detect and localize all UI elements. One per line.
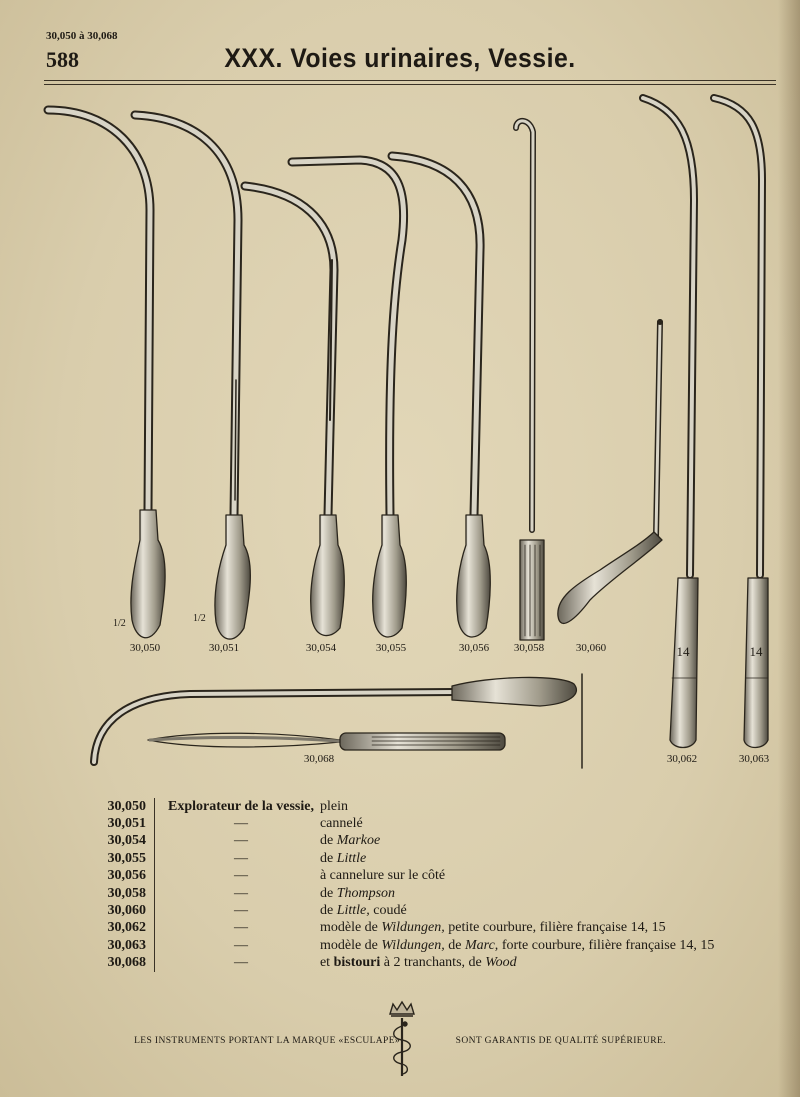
item-number: 30,056 xyxy=(107,868,146,884)
item-description: et bistouri à 2 tranchants, de Wood xyxy=(319,955,517,971)
sound-30055 xyxy=(292,160,406,637)
footer-guarantee xyxy=(0,1036,800,1046)
sound-30058 xyxy=(516,121,544,640)
item-range: 30,050 à 30,068 xyxy=(46,30,118,42)
item-number: 30,054 xyxy=(107,833,146,849)
footer-right: SONT GARANTIS DE QUALITÉ SUPÉRIEURE. xyxy=(455,1036,666,1046)
ditto-dash: — xyxy=(233,885,248,901)
list-item xyxy=(90,815,714,832)
figure-label-30068: 30,068 xyxy=(303,753,335,765)
item-name: Explorateur de la vessie, xyxy=(168,798,314,814)
page-number: 588 xyxy=(46,47,79,72)
item-number: 30,055 xyxy=(107,850,146,866)
figure-label-30063: 30,063 xyxy=(738,753,770,765)
list-item xyxy=(90,868,714,885)
item-description: plein xyxy=(319,798,348,814)
page-title: XXX. Voies urinaires, Vessie. xyxy=(224,43,576,73)
figure-label-30051: 30,051 xyxy=(208,642,240,654)
item-description: de Little xyxy=(319,850,367,866)
item-number: 30,062 xyxy=(107,920,146,936)
figure-label-30058: 30,058 xyxy=(513,642,545,654)
figure-label-30062: 30,062 xyxy=(666,753,698,765)
list-item xyxy=(90,955,714,972)
footer-left: LES INSTRUMENTS PORTANT LA MARQUE «ESCULAPE» xyxy=(134,1036,401,1046)
item-description: cannelé xyxy=(319,816,363,832)
sound-30060 xyxy=(558,319,663,623)
item-number: 30,063 xyxy=(107,937,146,953)
item-number: 30,060 xyxy=(107,903,146,919)
sound-30054 xyxy=(245,186,344,636)
sound-30068 xyxy=(94,677,576,762)
scale-mark: 1/2 xyxy=(113,618,126,629)
ditto-dash: — xyxy=(233,920,248,936)
figure-label-30050: 30,050 xyxy=(129,642,161,654)
ditto-dash: — xyxy=(233,850,248,866)
ditto-dash: — xyxy=(233,955,248,971)
figure-label-30060: 30,060 xyxy=(575,642,607,654)
list-item xyxy=(90,885,714,902)
item-description: modèle de Wildungen, de Marc, forte courbure, filière française 14, 15 xyxy=(319,937,715,953)
item-description: de Markoe xyxy=(319,833,381,849)
figure-label-30054: 30,054 xyxy=(305,642,337,654)
list-item xyxy=(90,902,714,919)
figure-label-30055: 30,055 xyxy=(375,642,407,654)
item-number: 30,058 xyxy=(107,885,146,901)
ditto-dash: — xyxy=(233,816,248,832)
item-list xyxy=(90,798,715,972)
handle-number: 14 xyxy=(749,644,763,659)
item-number: 30,050 xyxy=(107,798,146,814)
item-description: de Little, coudé xyxy=(319,903,407,919)
list-item xyxy=(90,937,714,954)
item-description: modèle de Wildungen, petite courbure, filière française 14, 15 xyxy=(319,920,666,936)
item-description: à cannelure sur le côté xyxy=(319,868,446,884)
handle-number: 14 xyxy=(676,644,690,659)
ditto-dash: — xyxy=(233,937,248,953)
list-item xyxy=(90,833,714,850)
item-description: de Thompson xyxy=(319,885,396,901)
sound-30050 xyxy=(48,110,165,638)
ditto-dash: — xyxy=(233,903,248,919)
list-item xyxy=(90,798,714,815)
bistouri-30068 xyxy=(148,733,505,750)
scale-mark: 1/2 xyxy=(193,613,206,624)
list-item xyxy=(90,850,714,867)
list-item xyxy=(90,920,714,937)
ditto-dash: — xyxy=(233,833,248,849)
item-number: 30,051 xyxy=(107,816,146,832)
figure-label-30056: 30,056 xyxy=(458,642,490,654)
item-number: 30,068 xyxy=(107,955,146,971)
ditto-dash: — xyxy=(233,868,248,884)
